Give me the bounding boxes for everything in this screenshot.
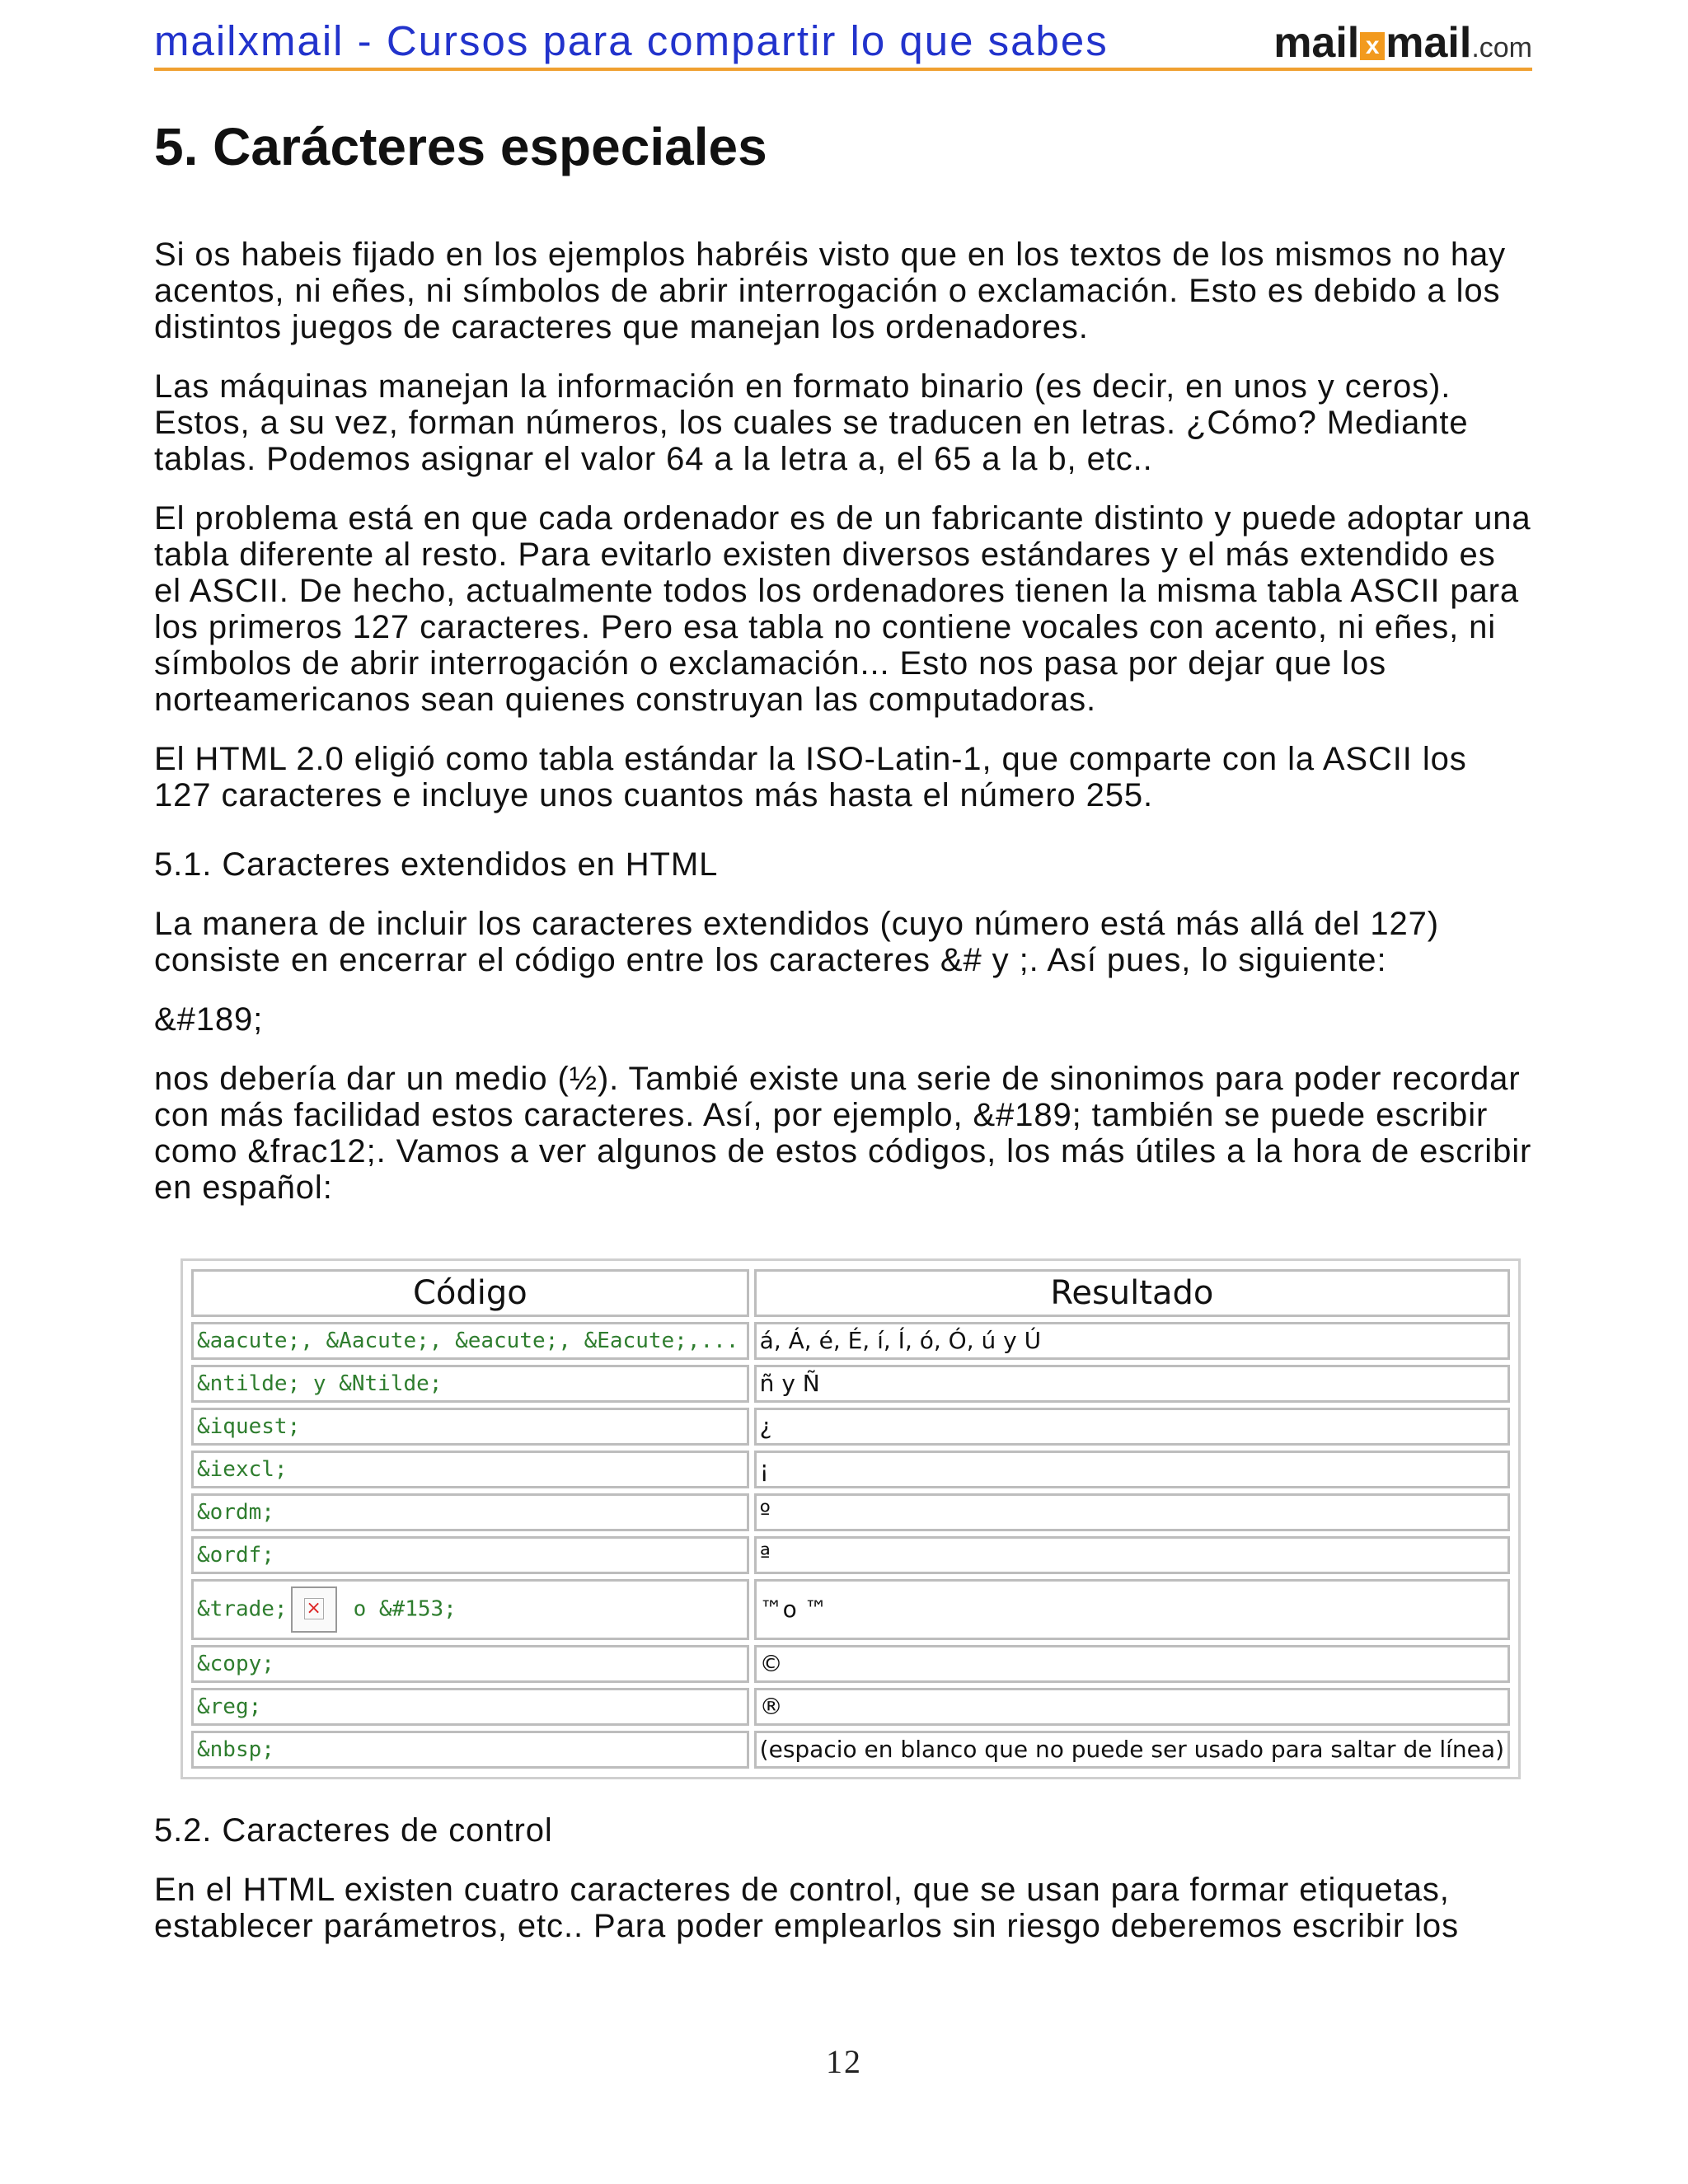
- mailxmail-logo: mail x mail.com: [1273, 19, 1532, 67]
- result-cell: á, Á, é, É, í, Í, ó, Ó, ú y Ú: [754, 1322, 1510, 1360]
- code-cell: &trade; × o &#153;: [191, 1579, 749, 1640]
- code-cell: &ntilde; y &Ntilde;: [191, 1365, 749, 1403]
- code-example: &#189;: [154, 1001, 264, 1038]
- code-cell: &copy;: [191, 1645, 749, 1683]
- table-row: [191, 1322, 1510, 1360]
- page-header: [154, 16, 1532, 71]
- table-row: [191, 1688, 1510, 1726]
- paragraph: Si os habeis fijado en los ejemplos habréis visto que en los textos de los mismos no hay acentos, ni eñes, ni símbolos de abrir interrogación o exclamación. Esto es debido a los distintos juegos de caracteres que manejan los ordenadores.: [154, 236, 1507, 345]
- paragraph: En el HTML existen cuatro caracteres de control, que se usan para formar etiquetas, establecer parámetros, etc.. Para poder emplearlos sin riesgo deberemos escribir los: [154, 1871, 1459, 1944]
- table-row: [191, 1451, 1510, 1488]
- table-row: [191, 1536, 1510, 1574]
- code-cell: &ordf;: [191, 1536, 749, 1574]
- code-cell: &iexcl;: [191, 1451, 749, 1488]
- code-cell: &ordm;: [191, 1493, 749, 1531]
- result-cell: ¿: [754, 1408, 1510, 1446]
- result-cell: º: [754, 1493, 1510, 1531]
- code-cell: &aacute;, &Aacute;, &eacute;, &Eacute;,...: [191, 1322, 749, 1360]
- paragraph: El HTML 2.0 eligió como tabla estándar la ISO-Latin-1, que comparte con la ASCII los 127 caracteres e incluye unos cuantos más hasta el número 255.: [154, 740, 1467, 813]
- code-cell: &reg;: [191, 1688, 749, 1726]
- section-heading-5-2: 5.2. Caracteres de control: [154, 1811, 553, 1849]
- main-content: [154, 115, 1532, 1967]
- result-cell: ñ y Ñ: [754, 1365, 1510, 1403]
- section-heading-5-1: 5.1. Caracteres extendidos en HTML: [154, 846, 719, 883]
- character-codes-table: [181, 1258, 1521, 1779]
- table-row: [191, 1408, 1510, 1446]
- result-cell: ®: [754, 1688, 1510, 1726]
- result-cell: (espacio en blanco que no puede ser usado para saltar de línea): [754, 1731, 1510, 1769]
- table-row: [191, 1365, 1510, 1403]
- paragraph: El problema está en que cada ordenador es de un fabricante distinto y puede adoptar una tabla diferente al resto. Para evitarlo existen diversos estándares y el más extendido es el ASCII. De hecho, actualmente todos los ordenadores tienen la misma tabla ASCII para los primeros 127 caracteres. Pero esa tabla no contiene vocales con acento, ni eñes, ni símbolos de abrir interrogación o exclamación... Esto nos pasa por dejar que los norteamericanos sean quienes construyan las computadoras.: [154, 499, 1531, 718]
- header-title: mailxmail - Cursos para compartir lo que sabes: [154, 17, 1109, 64]
- result-cell: ª: [754, 1536, 1510, 1574]
- table-row: [191, 1731, 1510, 1769]
- table-row: [191, 1493, 1510, 1531]
- chapter-title: 5. Carácteres especiales: [154, 117, 767, 176]
- result-cell: ™o ™: [754, 1579, 1510, 1640]
- broken-image-icon: ×: [291, 1586, 337, 1633]
- code-cell: &nbsp;: [191, 1731, 749, 1769]
- table-header-row: [191, 1269, 1510, 1317]
- page-number: 12: [826, 2043, 862, 2080]
- paragraph: La manera de incluir los caracteres extendidos (cuyo número está más allá del 127) consiste en encerrar el código entre los caracteres &# y ;. Así pues, lo siguiente:: [154, 905, 1440, 978]
- result-cell: ¡: [754, 1451, 1510, 1488]
- table-row: [191, 1579, 1510, 1640]
- code-cell: &iquest;: [191, 1408, 749, 1446]
- table-row: [191, 1645, 1510, 1683]
- result-cell: ©: [754, 1645, 1510, 1683]
- paragraph: Las máquinas manejan la información en formato binario (es decir, en unos y ceros). Estos, a su vez, forman números, los cuales se traducen en letras. ¿Cómo? Mediante tablas. Podemos asignar el valor 64 a la letra a, el 65 a la b, etc..: [154, 368, 1469, 477]
- header-divider: [154, 68, 1532, 71]
- column-header-code: Código: [191, 1269, 749, 1317]
- column-header-result: Resultado: [754, 1269, 1510, 1317]
- paragraph: nos debería dar un medio (½). Tambié existe una serie de sinonimos para poder recordar con más facilidad estos caracteres. Así, por ejemplo, &#189; también se puede escribir como &frac12;. Vamos a ver algunos de estos códigos, los más útiles a la hora de escribir en español:: [154, 1060, 1532, 1206]
